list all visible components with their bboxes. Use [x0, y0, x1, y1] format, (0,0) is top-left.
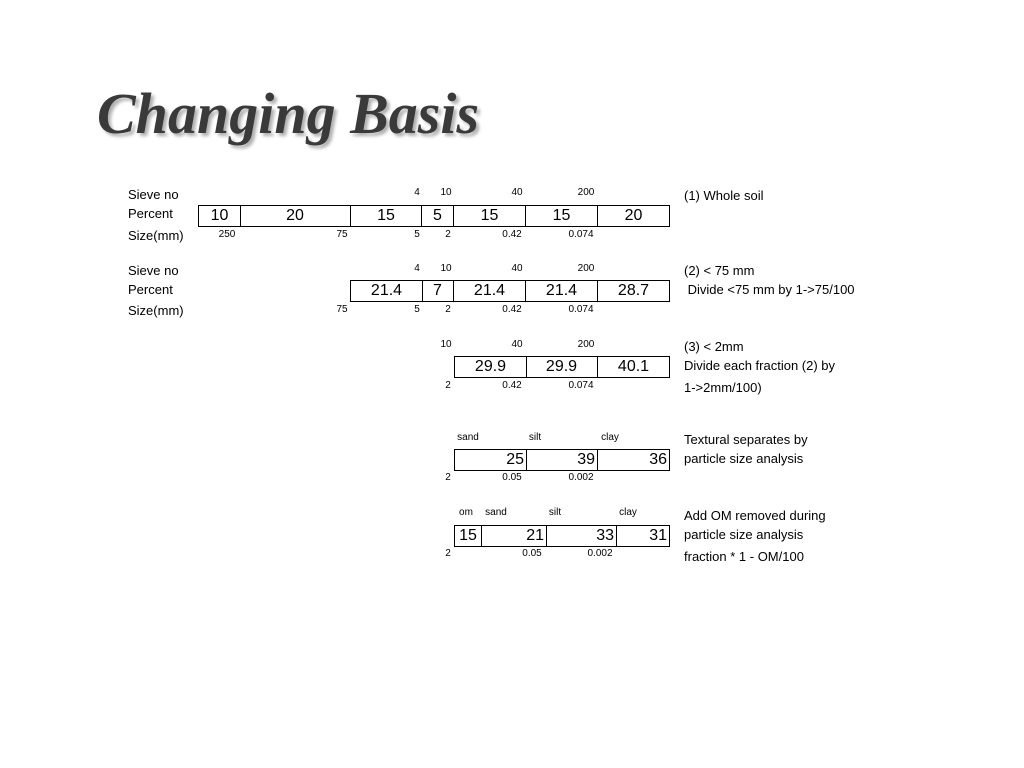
- separate-header: clay: [601, 432, 619, 443]
- sieve-number: 40: [511, 339, 523, 350]
- row-label-size: Size(mm): [128, 228, 184, 243]
- size-value: 2: [445, 548, 451, 559]
- percent-cell: 20: [240, 205, 351, 227]
- percent-cell: 28.7: [598, 280, 670, 302]
- size-value: 75: [336, 229, 348, 240]
- percent-cell: 7: [422, 280, 454, 302]
- size-value: 0.05: [502, 472, 522, 483]
- note-line: fraction * 1 - OM/100: [684, 549, 804, 564]
- percent-cell: 15: [454, 205, 526, 227]
- size-value: 0.42: [502, 380, 522, 391]
- note-line: (3) < 2mm: [684, 339, 744, 354]
- size-value: 2: [445, 380, 451, 391]
- size-value: 5: [414, 304, 420, 315]
- percent-cell: 5: [422, 205, 454, 227]
- size-value: 0.074: [568, 380, 594, 391]
- size-value: 0.42: [502, 229, 522, 240]
- sieve-number: 10: [440, 339, 452, 350]
- sieve-number: 200: [577, 187, 595, 198]
- percent-cell: 15: [454, 525, 482, 547]
- note-line: particle size analysis: [684, 451, 804, 466]
- percent-cell: 21: [481, 525, 547, 547]
- separate-header: sand: [485, 507, 507, 518]
- sieve-number: 40: [511, 263, 523, 274]
- sieve-number: 10: [440, 263, 452, 274]
- note-line: (2) < 75 mm: [684, 263, 755, 278]
- percent-cell: 39: [526, 449, 598, 471]
- note-line: Textural separates by: [684, 432, 808, 447]
- separate-header: om: [459, 507, 473, 518]
- percent-cell: 25: [454, 449, 527, 471]
- row-label-percent: Percent: [128, 282, 173, 297]
- row-label-percent: Percent: [128, 206, 173, 221]
- sieve-number: 4: [414, 187, 420, 198]
- size-value: 250: [218, 229, 236, 240]
- percent-cell: 21.4: [350, 280, 423, 302]
- sieve-number: 200: [577, 263, 595, 274]
- sieve-number: 40: [511, 187, 523, 198]
- size-value: 0.074: [568, 304, 594, 315]
- note-line: particle size analysis: [684, 527, 804, 542]
- row-label-sieve: Sieve no: [128, 187, 179, 202]
- row-label-sieve: Sieve no: [128, 263, 179, 278]
- sieve-number: 200: [577, 339, 595, 350]
- note-line: (1) Whole soil: [684, 188, 764, 203]
- note-line: 1->2mm/100): [684, 380, 762, 395]
- size-value: 5: [414, 229, 420, 240]
- size-value: 0.05: [522, 548, 542, 559]
- row-label-size: Size(mm): [128, 303, 184, 318]
- note-line: Add OM removed during: [684, 508, 826, 523]
- size-value: 0.42: [502, 304, 522, 315]
- percent-cell: 21.4: [454, 280, 526, 302]
- separate-header: sand: [457, 432, 479, 443]
- separate-header: silt: [548, 507, 562, 518]
- percent-cell: 15: [526, 205, 598, 227]
- size-value: 75: [336, 304, 348, 315]
- percent-cell: 33: [547, 525, 617, 547]
- slide-title: Changing Basis: [97, 81, 480, 146]
- percent-cell: 36: [598, 449, 670, 471]
- size-value: 2: [445, 229, 451, 240]
- percent-cell: 15: [351, 205, 422, 227]
- sieve-number: 10: [440, 187, 452, 198]
- percent-cell: 29.9: [454, 356, 527, 378]
- separate-header: silt: [528, 432, 542, 443]
- note-line: Divide <75 mm by 1->75/100: [684, 282, 855, 297]
- size-value: 2: [445, 472, 451, 483]
- percent-cell: 40.1: [598, 356, 670, 378]
- size-value: 0.002: [568, 472, 594, 483]
- note-line: Divide each fraction (2) by: [684, 358, 836, 373]
- percent-cell: 10: [198, 205, 241, 227]
- sieve-number: 4: [414, 263, 420, 274]
- size-value: 0.074: [568, 229, 594, 240]
- percent-cell: 31: [617, 525, 670, 547]
- percent-cell: 20: [598, 205, 670, 227]
- size-value: 2: [445, 304, 451, 315]
- percent-cell: 29.9: [526, 356, 598, 378]
- size-value: 0.002: [587, 548, 613, 559]
- separate-header: clay: [619, 507, 637, 518]
- percent-cell: 21.4: [526, 280, 598, 302]
